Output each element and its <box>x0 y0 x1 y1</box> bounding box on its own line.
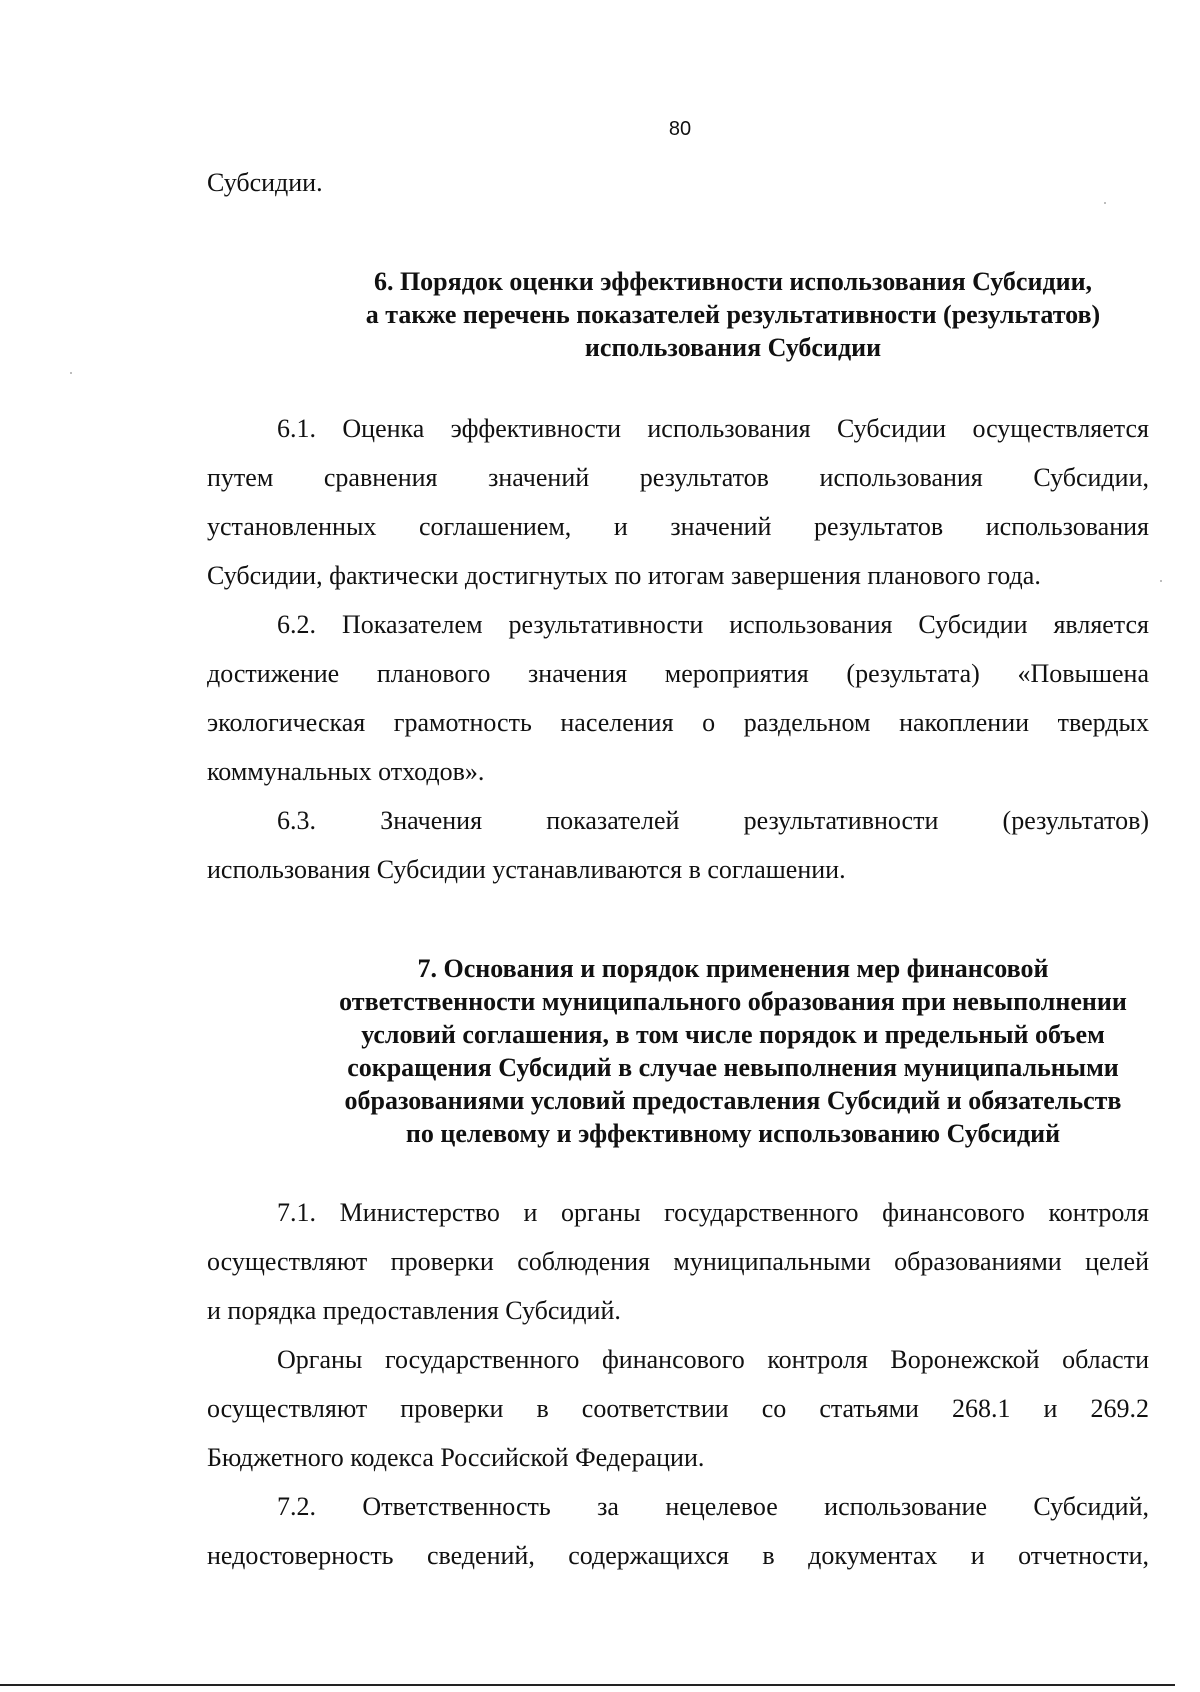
section-7-heading-line: 7. Основания и порядок применения мер финансовой <box>417 954 1049 983</box>
paragraph-7-2-line: недостоверность сведений, содержащихся в документах и отчетности, <box>207 1541 1149 1570</box>
paragraph-6-3-line: 6.3. Значения показателей результативности (результатов) <box>277 806 1149 835</box>
section-7-heading-line: сокращения Субсидий в случае невыполнения муниципальными <box>347 1053 1119 1082</box>
page-number: 80 <box>668 118 692 140</box>
paragraph-6-1-line: 6.1. Оценка эффективности использования Субсидии осуществляется <box>277 414 1149 443</box>
paragraph-7-1b-line: осуществляют проверки в соответствии со статьями 268.1 и 269.2 <box>207 1394 1149 1423</box>
lead-fragment-block <box>207 158 1149 207</box>
paragraph-6-1-line: установленных соглашением, и значений результатов использования <box>207 512 1149 541</box>
paragraph-7-1b-line: Органы государственного финансового контроля Воронежской области <box>277 1345 1149 1374</box>
section-6-heading-line: а также перечень показателей результативности (результатов) <box>365 300 1101 329</box>
paragraph-6-2-line: коммунальных отходов». <box>207 757 485 786</box>
section-7-heading-line: ответственности муниципального образования при невыполнении <box>339 987 1127 1016</box>
section-7-body <box>207 1188 1149 1580</box>
scan-speck <box>70 372 72 374</box>
paragraph-6-3-line: использования Субсидии устанавливаются в соглашении. <box>207 855 846 884</box>
paragraph-6-2-line: достижение планового значения мероприятия (результата) «Повышена <box>207 659 1149 688</box>
section-6-heading-line: использования Субсидии <box>584 333 882 362</box>
paragraph-6-2-line: 6.2. Показателем результативности использования Субсидии является <box>277 610 1149 639</box>
section-7-heading <box>262 952 1200 1150</box>
paragraph-6-2-line: экологическая грамотность населения о раздельном накоплении твердых <box>207 708 1149 737</box>
section-6-body <box>207 404 1149 894</box>
paragraph-7-1b-line: Бюджетного кодекса Российской Федерации. <box>207 1443 705 1472</box>
paragraph-7-1-line: осуществляют проверки соблюдения муниципальными образованиями целей <box>207 1247 1149 1276</box>
section-6-heading <box>262 265 1200 364</box>
lead-fragment: Субсидии. <box>207 168 323 197</box>
paragraph-6-1-line: Субсидии, фактически достигнутых по итогам завершения планового года. <box>207 561 1041 590</box>
scan-speck <box>1104 202 1106 204</box>
paragraph-7-2-line: 7.2. Ответственность за нецелевое использование Субсидий, <box>277 1492 1149 1521</box>
paragraph-7-1-line: 7.1. Министерство и органы государственного финансового контроля <box>277 1198 1149 1227</box>
scan-speck <box>1160 580 1162 582</box>
page-bottom-edge <box>0 1684 1175 1686</box>
paragraph-7-1-line: и порядка предоставления Субсидий. <box>207 1296 621 1325</box>
section-7-heading-line: образованиями условий предоставления Субсидий и обязательств <box>344 1086 1122 1115</box>
section-7-heading-line: условий соглашения, в том числе порядок и предельный объем <box>361 1020 1105 1049</box>
section-7-heading-line: по целевому и эффективному использованию Субсидий <box>405 1119 1061 1148</box>
paragraph-6-1-line: путем сравнения значений результатов использования Субсидии, <box>207 463 1149 492</box>
section-6-heading-line: 6. Порядок оценки эффективности использования Субсидии, <box>373 267 1093 296</box>
